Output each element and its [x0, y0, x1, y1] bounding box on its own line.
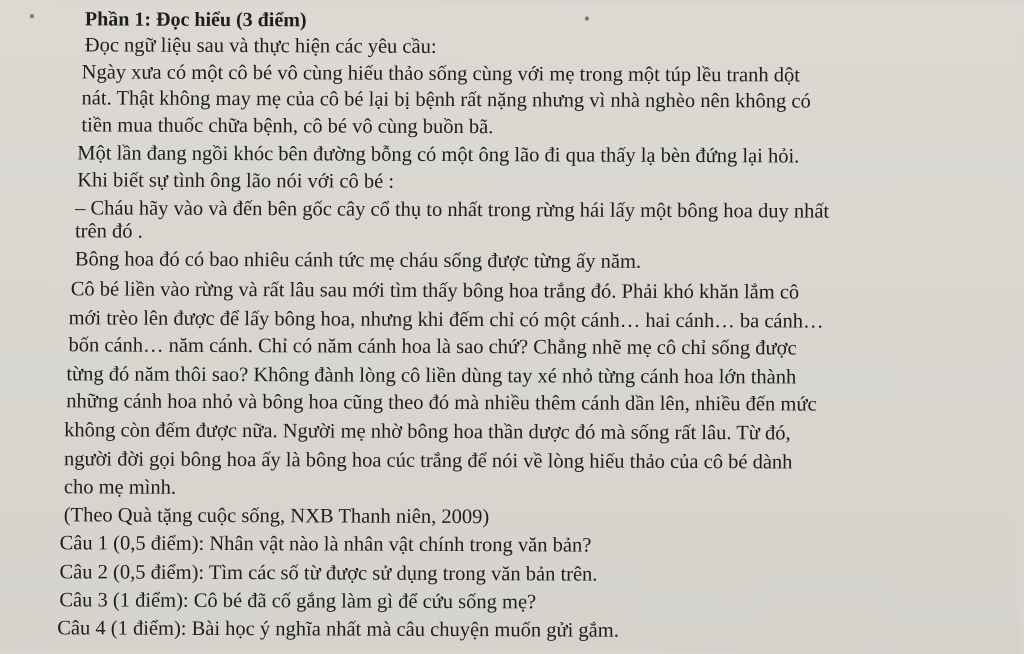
- question-1: Câu 1 (0,5 điểm): Nhân vật nào là nhân vật chính trong văn bản?: [59, 532, 592, 557]
- passage-line: tiền mua thuốc chữa bệnh, cô bé vô cùng buồn bã.: [81, 114, 494, 139]
- passage-line: mới trèo lên được để lấy bông hoa, nhưng khi đếm chỉ có một cánh… hai cánh… ba cánh…: [68, 307, 824, 333]
- question-2: Câu 2 (0,5 điểm): Tìm các số từ được sử dụng trong văn bản trên.: [59, 561, 598, 586]
- passage-line: từng đó năm thôi sao? Không đành lòng cô liền dùng tay xé nhỏ từng cánh hoa lớn thành: [66, 363, 797, 389]
- passage-line: người đời gọi bông hoa ấy là bông hoa cúc trắng để nói về lòng hiếu thảo của cô bé dành: [63, 448, 793, 474]
- passage-line: cho mẹ mình.: [63, 476, 177, 499]
- passage-line: trên đó .: [74, 220, 143, 243]
- passage-line: – Cháu hãy vào và đến bên gốc cây cổ thụ to nhất trong rừng hái lấy một bông hoa duy nhất: [75, 197, 830, 223]
- passage-line: Một lần đang ngồi khóc bên đường bỗng có một ông lão đi qua thấy lạ bèn đứng lại hỏi.: [77, 142, 800, 168]
- instruction-text: Đọc ngữ liệu sau và thực hiện các yêu cầu:: [84, 34, 437, 58]
- question-3: Câu 3 (1 điểm): Cô bé đã cố gắng làm gì để cứu sống mẹ?: [59, 589, 537, 614]
- section-title: Phần 1: Đọc hiểu (3 điểm): [84, 8, 307, 32]
- paper-speck: [585, 17, 589, 21]
- passage-line: Khi biết sự tình ông lão nói với cô bé :: [77, 169, 395, 193]
- passage-line: những cánh hoa nhỏ và bông hoa cũng theo đó mà nhiều thêm cánh dần lên, nhiều đến mức: [66, 390, 817, 416]
- passage-line: Ngày xưa có một cô bé vô cùng hiếu thảo sống cùng với mẹ trong một túp lều tranh dột: [81, 61, 800, 87]
- passage-line: Cô bé liền vào rừng và rất lâu sau mới tìm thấy bông hoa trắng đó. Phải khó khăn lắm cô: [70, 278, 800, 304]
- passage-line: Bông hoa đó có bao nhiêu cánh tức mẹ cháu sống được từng ấy năm.: [74, 248, 642, 273]
- paper-speck: [30, 14, 34, 18]
- question-4: Câu 4 (1 điểm): Bài học ý nghĩa nhất mà câu chuyện muốn gửi gắm.: [57, 617, 619, 642]
- passage-line: không còn đếm được nữa. Người mẹ nhờ bông hoa thần dược đó mà sống rất lâu. Từ đó,: [64, 419, 791, 445]
- passage-line: bốn cánh… năm cánh. Chỉ có năm cánh hoa là sao chứ? Chẳng nhẽ mẹ cô chỉ sống được: [68, 334, 797, 360]
- source-citation: (Theo Quà tặng cuộc sống, NXB Thanh niên, 2009): [63, 504, 490, 529]
- passage-line: nát. Thật không may mẹ của cô bé lại bị bệnh rất nặng nhưng vì nhà nghèo nên không có: [81, 87, 811, 113]
